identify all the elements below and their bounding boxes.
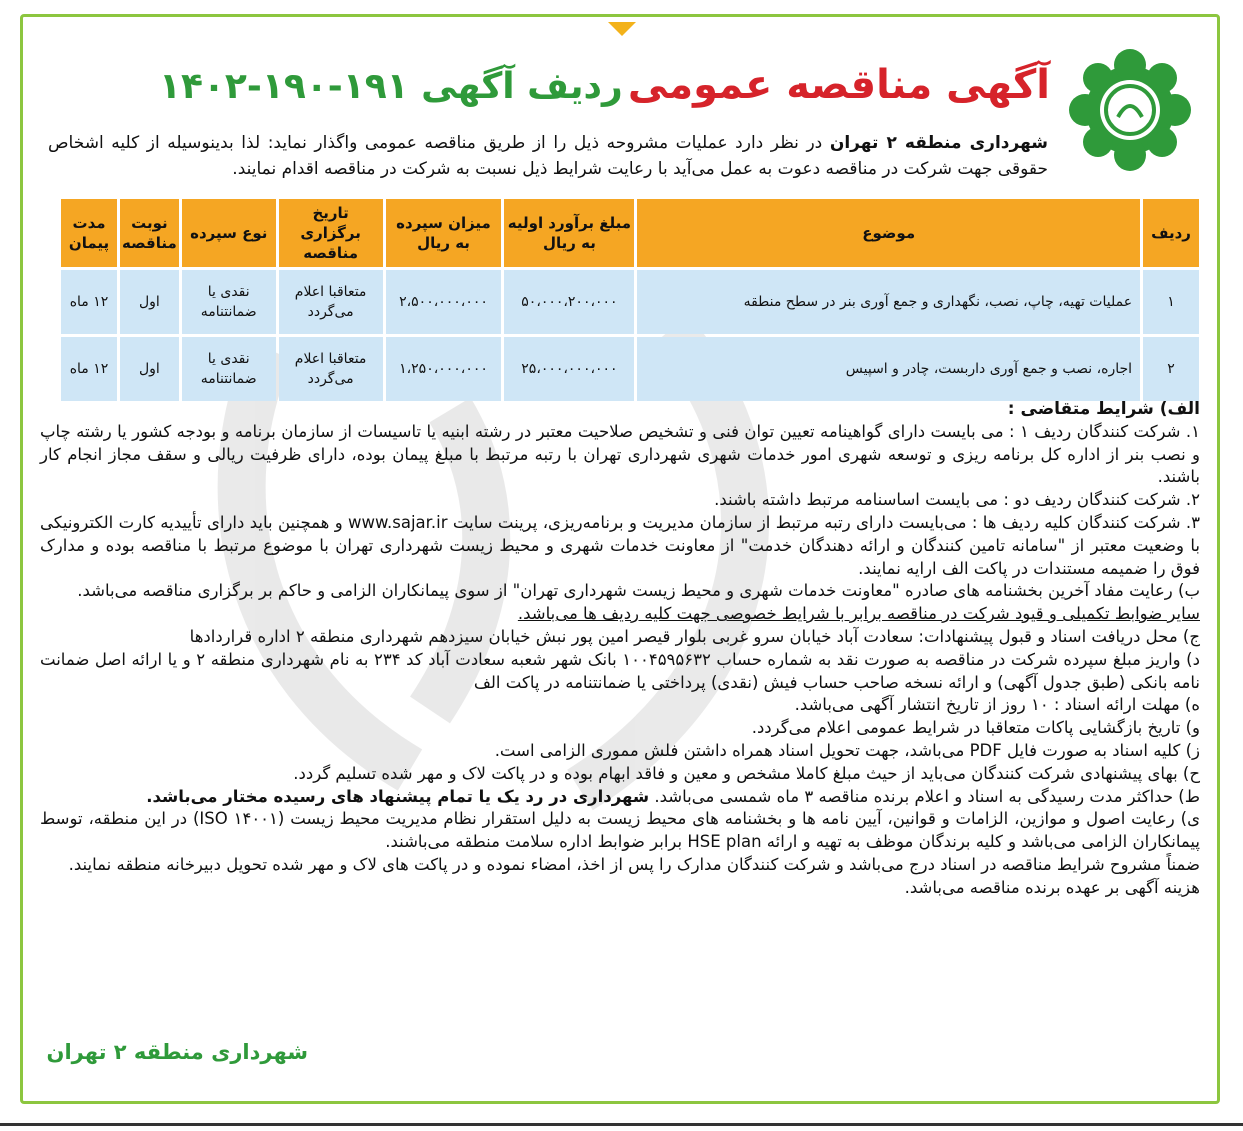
table-cell: ۵۰،۰۰۰،۲۰۰،۰۰۰ <box>504 270 634 334</box>
title-row-number: ردیف آگهی ۱۹۱-۱۹۰-۱۴۰۲ <box>159 66 623 107</box>
col-header: نوع سپرده <box>182 199 276 267</box>
condition-z: ز) کلیه اسناد به صورت فایل PDF می‌باشد، جهت تحویل اسناد همراه داشتن فلش مموری الزامی است. <box>494 740 1200 760</box>
condition-cost: هزینه آگهی بر عهده برنده مناقصه می‌باشد. <box>904 877 1200 897</box>
tehran-municipality-logo-icon <box>1060 45 1200 175</box>
table-cell: اول <box>120 270 179 334</box>
conditions-body <box>40 398 1200 900</box>
table-cell: نقدی یا ضمانتنامه <box>182 270 276 334</box>
condition-1: ۱. شرکت کنندگان ردیف ۱ : می بایست دارای گواهینامه تعیین توان فنی و تشخیص صلاحیت معتبر در رشته ابنیه یا تاسیسات از سازمان برنامه و بودجه کشور یا رشته چاپ و نصب بنر از اداره کل برنامه ریزی و توسعه شهری امور خدمات شهری شهرداری تهران با رتبه مرتبط با مبلغ پیمان بوده، دارای ظرفیت ریالی و سقف مجاز انجام کار باشند. <box>40 421 1200 487</box>
condition-h2: ح) بهای پیشنهادی شرکت کنندگان می‌باید از حیث مبلغ کاملا مشخص و معین و فاقد ابهام بوده و در پاکت لاک و مهر شده تسلیم گردد. <box>293 763 1200 783</box>
intro-paragraph <box>48 130 1048 182</box>
col-header: مبلغ برآورد اولیه به ریال <box>504 199 634 267</box>
title-main: آگهی مناقصه عمومی <box>627 62 1050 108</box>
table-cell: ۲ <box>1143 337 1199 401</box>
table-row <box>61 270 1199 334</box>
conditions-heading: الف) شرایط متقاضی : <box>1007 399 1200 419</box>
col-header: تاریخ برگزاری مناقصه <box>279 199 383 267</box>
table-cell: ۲۵،۰۰۰،۰۰۰،۰۰۰ <box>504 337 634 401</box>
condition-y: ی) رعایت اصول و موازین، الزامات و قوانین، آیین نامه ها و بخشنامه های محیط زیست به دلیل استقرار نظام مدیریت محیط زیست (ISO ۱۴۰۰۱) در این منطقه، توسط پیمانکاران الزامی می‌باشد و کلیه برندگان موظف به تهیه و ارائه HSE plan برابر ضوابط اداره سلامت منطقه می‌باشند. <box>40 809 1200 852</box>
condition-t <box>40 786 1200 809</box>
col-header: مدت پیمان <box>61 199 117 267</box>
table-cell: ۱۲ ماه <box>61 337 117 401</box>
table-cell: اول <box>120 337 179 401</box>
table-cell: ۱،۲۵۰،۰۰۰،۰۰۰ <box>386 337 502 401</box>
condition-3: ۳. شرکت کنندگان کلیه ردیف ها : می‌بایست دارای رتبه مرتبط از سازمان مدیریت و برنامه‌ریزی، پرینت سایت www.sajar.ir و همچنین باید دارای تأییدیه کارت الکترونیکی با وضعیت معتبر از "سامانه تامین کنندگان و ارائه دهندگان خدمت" از معاونت خدمات شهری و محیط زیست شهرداری تهران با موضوع مرتبط با مناقصه بوده و مدارک فوق را ضمیمه مستندات در پاکت الف ارایه نمایند. <box>40 512 1200 578</box>
condition-other: سایر ضوابط تکمیلی و قیود شرکت در مناقصه برابر با شرایط خصوصی جهت کلیه ردیف ها می‌باشد. <box>517 604 1200 624</box>
col-header: موضوع <box>637 199 1140 267</box>
table-cell: متعاقبا اعلام می‌گردد <box>279 270 383 334</box>
table-cell: ۱۲ ماه <box>61 270 117 334</box>
condition-t-bold: شهرداری در رد یک یا تمام پیشنهاد های رسیده مختار می‌باشد. <box>146 786 650 806</box>
intro-org: شهرداری منطقه ۲ تهران <box>829 133 1049 153</box>
top-bar <box>0 0 1243 10</box>
table-row <box>61 337 1199 401</box>
notice-title <box>159 62 1050 122</box>
bottom-rule <box>0 1123 1243 1126</box>
col-header: نوبت مناقصه <box>120 199 179 267</box>
condition-d: د) واریز مبلغ سپرده شرکت در مناقصه به صورت نقد به شماره حساب ۱۰۰۴۵۹۵۶۳۲ بانک شهر شعبه سعادت آباد کد ۲۳۴ به نام شهرداری منطقه ۲ و یا ارائه اصل ضمانت نامه بانکی (طبق جدول آگهی) و ارائه نسخه صاحب حساب فیش (نقدی) پرداختی یا ضمانتنامه در پاکت الف <box>40 649 1200 692</box>
table-cell: عملیات تهیه، چاپ، نصب، نگهداری و جمع آوری بنر در سطح منطقه <box>637 270 1140 334</box>
condition-2: ۲. شرکت کنندگان ردیف دو : می بایست اساسنامه مرتبط داشته باشند. <box>714 490 1200 510</box>
tender-table <box>58 196 1202 404</box>
col-header: ردیف <box>1143 199 1199 267</box>
condition-h: ه) مهلت ارائه اسناد : ۱۰ روز از تاریخ انتشار آگهی می‌باشد. <box>794 695 1200 715</box>
condition-note: ضمناً مشروح شرایط مناقصه در اسناد درج می‌باشد و شرکت کنندگان مدارک را پس از اخذ، امضاء نموده و در پاکت های لاک و مهر شده تحویل دبیرخانه منطقه نمایند. <box>68 854 1200 874</box>
table-cell: اجاره، نصب و جمع آوری داربست، چادر و اسپیس <box>637 337 1140 401</box>
condition-t-plain: ط) حداکثر مدت رسیدگی به اسناد و اعلام برنده مناقصه ۳ ماه شمسی می‌باشد. <box>649 786 1200 806</box>
condition-b: ب) رعایت مفاد آخرین بخشنامه های صادره "معاونت خدمات شهری و محیط زیست شهرداری تهران" از سوی پیمانکاران الزامی و حاکم بر برگزاری مناقصه می‌باشد. <box>77 581 1200 601</box>
table-cell: نقدی یا ضمانتنامه <box>182 337 276 401</box>
table-cell: ۱ <box>1143 270 1199 334</box>
table-cell: ۲،۵۰۰،۰۰۰،۰۰۰ <box>386 270 502 334</box>
frame-notch <box>608 22 636 36</box>
table-cell: متعاقبا اعلام می‌گردد <box>279 337 383 401</box>
intro-text: در نظر دارد عملیات مشروحه ذیل را از طریق مناقصه عمومی واگذار نماید: لذا بدینوسیله از کلیه اشخاص حقوقی جهت شرکت در مناقصه دعوت به عمل می‌آید با رعایت شرایط ذیل نسبت به شرکت در مناقصه اقدام نمایند. <box>48 133 1048 179</box>
table-header-row <box>61 199 1199 267</box>
col-header: میزان سپرده به ریال <box>386 199 502 267</box>
condition-j: ج) محل دریافت اسناد و قبول پیشنهادات: سعادت آباد خیابان سرو غربی بلوار قیصر امین پور نبش خیابان سیزدهم شهرداری منطقه ۲ اداره قراردادها <box>189 626 1200 646</box>
signature: شهرداری منطقه ۲ تهران <box>46 1040 308 1064</box>
condition-v: و) تاریخ بازگشایی پاکات متعاقبا در شرایط عمومی اعلام می‌گردد. <box>751 718 1200 738</box>
